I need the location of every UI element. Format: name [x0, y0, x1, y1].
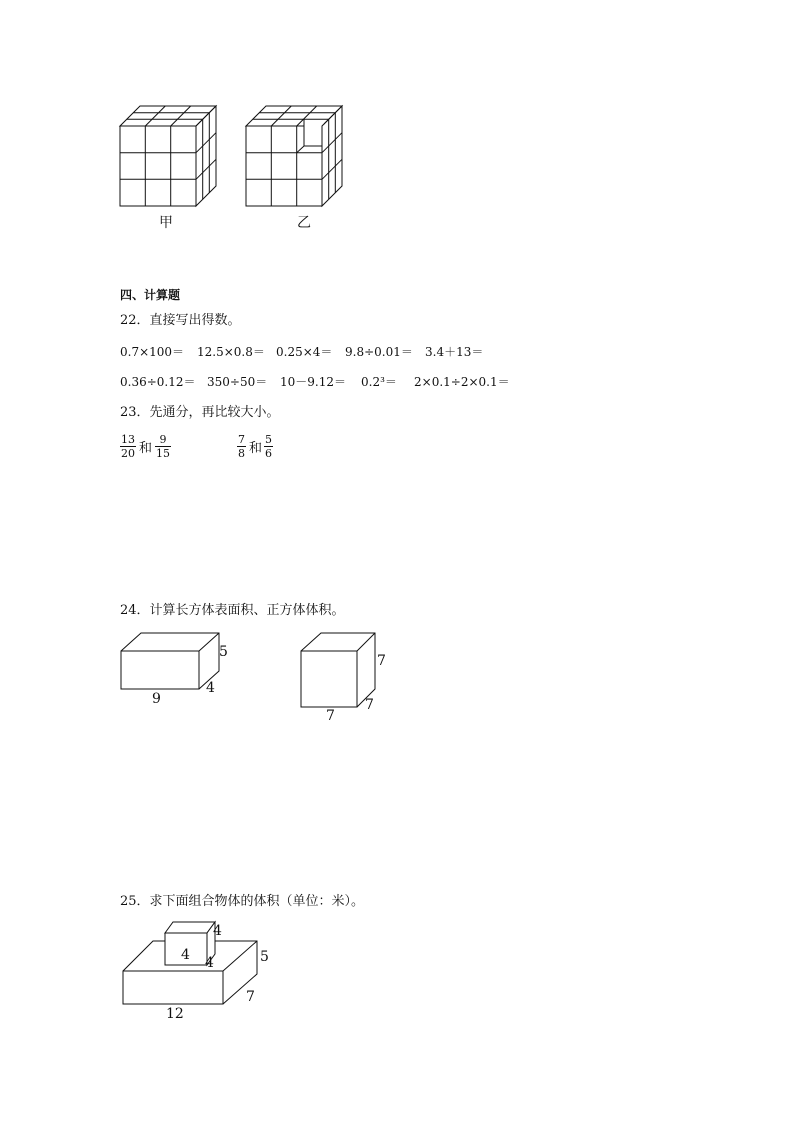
cuboid-figure — [119, 631, 219, 701]
small-cube-front-label: 4 — [181, 947, 190, 963]
fraction-5-6 — [264, 433, 273, 460]
q22-item: 0.7×100＝ — [120, 345, 185, 359]
figure-label-yi: 乙 — [297, 215, 311, 231]
numerator: 7 — [238, 433, 245, 446]
figure-label-jia: 甲 — [159, 215, 173, 231]
q22-item: 12.5×0.8＝ — [197, 345, 265, 359]
cube-stack-jia — [118, 104, 218, 214]
small-cube-top-label: 4 — [213, 923, 222, 939]
q23-prompt: 23．先通分，再比较大小。 — [120, 405, 280, 420]
cuboid-width-label: 4 — [206, 680, 215, 696]
q22-item: 350÷50＝ — [207, 375, 268, 389]
base-width-label: 7 — [246, 989, 255, 1005]
cuboid-height-label: 5 — [219, 644, 228, 660]
denominator: 20 — [121, 447, 135, 460]
base-length-label: 12 — [166, 1006, 184, 1022]
fraction-7-8 — [237, 433, 246, 460]
fraction-9-15 — [155, 433, 171, 460]
q22-item: 9.8÷0.01＝ — [345, 345, 413, 359]
fraction-13-20 — [120, 433, 136, 460]
cube-stack-yi — [244, 104, 344, 214]
cuboid-length-label: 9 — [152, 691, 161, 707]
section-title: 四、计算题 — [120, 288, 181, 302]
small-cube-side-label: 4 — [205, 955, 214, 971]
numerator: 9 — [155, 433, 171, 447]
numerator: 5 — [265, 433, 272, 446]
q22-item: 0.25×4＝ — [276, 345, 333, 359]
numerator: 13 — [121, 433, 135, 446]
q22-item: 2×0.1÷2×0.1＝ — [414, 375, 510, 389]
cube-front-label: 7 — [326, 708, 335, 724]
q22-item: 10－9.12＝ — [280, 375, 346, 389]
combined-solid-figure — [121, 919, 261, 1009]
joiner-he: 和 — [139, 441, 153, 456]
denominator: 8 — [238, 447, 245, 460]
q22-item: 0.2³＝ — [361, 375, 397, 389]
cube-depth-label: 7 — [365, 697, 374, 713]
denominator: 6 — [265, 447, 272, 460]
base-height-label: 5 — [260, 949, 269, 965]
denominator: 15 — [156, 447, 170, 460]
q25-prompt: 25．求下面组合物体的体积（单位：米）。 — [120, 894, 365, 909]
joiner-he: 和 — [249, 441, 263, 456]
q22-item: 0.36÷0.12＝ — [120, 375, 196, 389]
q22-item: 3.4＋13＝ — [425, 345, 484, 359]
q22-prompt: 22．直接写出得数。 — [120, 313, 241, 328]
cube-height-label: 7 — [377, 653, 386, 669]
q24-prompt: 24．计算长方体表面积、正方体体积。 — [120, 603, 345, 618]
